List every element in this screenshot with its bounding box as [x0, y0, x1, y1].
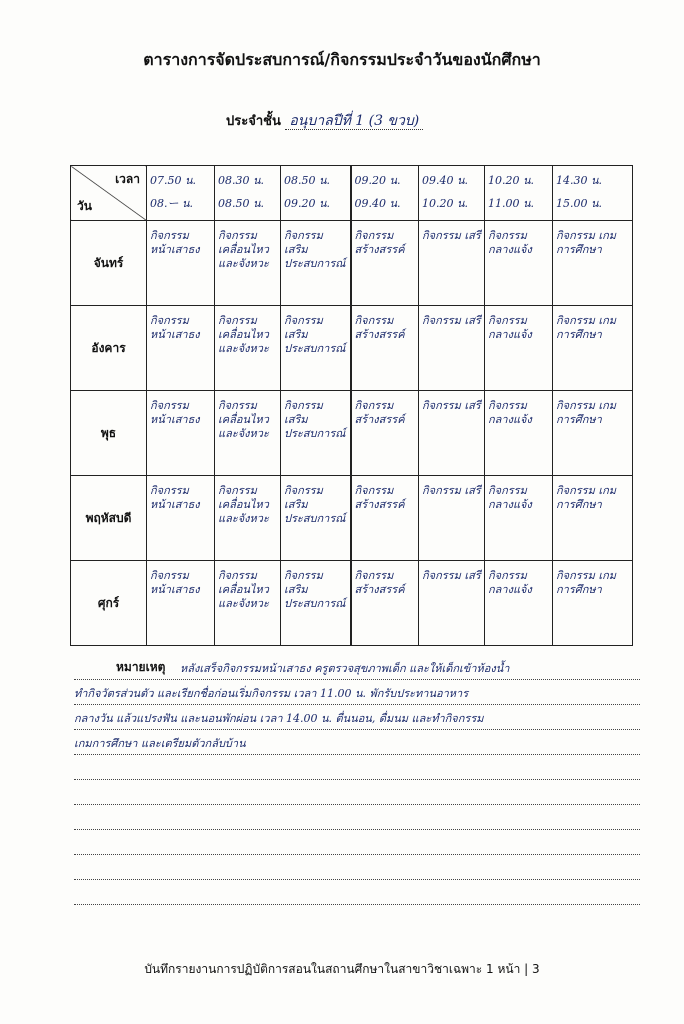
header-day: วัน	[77, 199, 92, 213]
activity-cell: กิจกรรม เคลื่อนไหว และจังหวะ	[215, 391, 281, 476]
activity-cell: กิจกรรม เสรี	[419, 306, 485, 391]
note-line	[74, 830, 640, 855]
activity-cell: กิจกรรม กลางแจ้ง	[485, 306, 553, 391]
activity-cell: กิจกรรม เสรี	[419, 221, 485, 306]
time-slot: 09.20 น. 09.40 น.	[351, 166, 419, 221]
header-corner	[71, 166, 147, 221]
activity-cell: กิจกรรม เกมการศึกษา	[553, 561, 633, 646]
activity-cell: กิจกรรม เสริม ประสบการณ์	[281, 391, 351, 476]
activity-cell: กิจกรรม หน้าเสาธง	[147, 476, 215, 561]
activity-cell: กิจกรรม เกมการศึกษา	[553, 476, 633, 561]
class-label: ประจำชั้น	[226, 114, 281, 129]
note-line	[74, 655, 640, 680]
note-text: เกมการศึกษา และเตรียมตัวกลับบ้าน	[74, 737, 246, 750]
notes-label: หมายเหตุ	[116, 660, 166, 674]
note-line	[74, 730, 640, 755]
day-name: จันทร์	[71, 221, 147, 306]
note-line	[74, 855, 640, 880]
note-line	[74, 680, 640, 705]
activity-cell: กิจกรรม กลางแจ้ง	[485, 391, 553, 476]
note-text: กลางวัน แล้วแปรงฟัน และนอนพักผ่อน เวลา 14.00 น. ตื่นนอน, ดื่มนม และทำกิจกรรม	[74, 712, 484, 725]
activity-cell: กิจกรรม กลางแจ้ง	[485, 221, 553, 306]
class-value: อนุบาลปีที่ 1 (3 ขวบ)	[285, 113, 423, 130]
activity-cell: กิจกรรม สร้างสรรค์	[351, 476, 419, 561]
day-row	[71, 561, 633, 646]
day-row	[71, 391, 633, 476]
note-line	[74, 705, 640, 730]
note-line	[74, 755, 640, 780]
day-row	[71, 306, 633, 391]
time-slot: 10.20 น. 11.00 น.	[485, 166, 553, 221]
activity-cell: กิจกรรม เคลื่อนไหว และจังหวะ	[215, 476, 281, 561]
activity-cell: กิจกรรม เกมการศึกษา	[553, 391, 633, 476]
activity-cell: กิจกรรม หน้าเสาธง	[147, 391, 215, 476]
activity-cell: กิจกรรม เคลื่อนไหว และจังหวะ	[215, 306, 281, 391]
time-slot: 08.30 น. 08.50 น.	[215, 166, 281, 221]
activity-cell: กิจกรรม เกมการศึกษา	[553, 221, 633, 306]
header-time: เวลา	[115, 172, 140, 186]
note-line	[74, 780, 640, 805]
activity-cell: กิจกรรม เคลื่อนไหว และจังหวะ	[215, 561, 281, 646]
activity-cell: กิจกรรม เสริม ประสบการณ์	[281, 476, 351, 561]
notes-section	[74, 655, 640, 905]
activity-cell: กิจกรรม กลางแจ้ง	[485, 476, 553, 561]
time-slot: 08.50 น. 09.20 น.	[281, 166, 351, 221]
activity-cell: กิจกรรม หน้าเสาธง	[147, 221, 215, 306]
activity-cell: กิจกรรม กลางแจ้ง	[485, 561, 553, 646]
time-slot: 14.30 น. 15.00 น.	[553, 166, 633, 221]
activity-cell: กิจกรรม เคลื่อนไหว และจังหวะ	[215, 221, 281, 306]
day-name: พุธ	[71, 391, 147, 476]
class-line	[226, 110, 423, 132]
activity-cell: กิจกรรม เสรี	[419, 391, 485, 476]
activity-cell: กิจกรรม หน้าเสาธง	[147, 306, 215, 391]
activity-cell: กิจกรรม สร้างสรรค์	[351, 221, 419, 306]
activity-cell: กิจกรรม สร้างสรรค์	[351, 561, 419, 646]
day-name: พฤหัสบดี	[71, 476, 147, 561]
footer-page-label: หน้า |	[497, 962, 529, 976]
day-name: ศุกร์	[71, 561, 147, 646]
day-name: อังคาร	[71, 306, 147, 391]
note-text: ทำกิจวัตรส่วนตัว และเรียกชื่อก่อนเริ่มกิจกรรม เวลา 11.00 น. พักรับประทานอาหาร	[74, 687, 469, 700]
note-line	[74, 805, 640, 830]
activity-cell: กิจกรรม เสรี	[419, 476, 485, 561]
day-row	[71, 221, 633, 306]
page-footer	[0, 960, 684, 979]
activity-cell: กิจกรรม สร้างสรรค์	[351, 391, 419, 476]
activity-cell: กิจกรรม เสริม ประสบการณ์	[281, 221, 351, 306]
document-title: ตารางการจัดประสบการณ์/กิจกรรมประจำวันของนักศึกษา	[143, 50, 541, 69]
schedule-table	[70, 165, 633, 646]
page-number: 3	[532, 962, 540, 976]
note-line	[74, 880, 640, 905]
time-slot: 07.50 น. 08.ー น.	[147, 166, 215, 221]
footer-text: บันทึกรายงานการปฏิบัติการสอนในสถานศึกษาในสาขาวิชาเฉพาะ 1	[144, 962, 494, 976]
activity-cell: กิจกรรม เกมการศึกษา	[553, 306, 633, 391]
activity-cell: กิจกรรม หน้าเสาธง	[147, 561, 215, 646]
header-row	[71, 166, 633, 221]
day-row	[71, 476, 633, 561]
activity-cell: กิจกรรม เสรี	[419, 561, 485, 646]
activity-cell: กิจกรรม เสริม ประสบการณ์	[281, 306, 351, 391]
time-slot: 09.40 น. 10.20 น.	[419, 166, 485, 221]
note-text: หลังเสร็จกิจกรรมหน้าเสาธง ครูตรวจสุขภาพเด็ก และให้เด็กเข้าห้องน้ำ	[180, 662, 510, 675]
activity-cell: กิจกรรม เสริม ประสบการณ์	[281, 561, 351, 646]
activity-cell: กิจกรรม สร้างสรรค์	[351, 306, 419, 391]
